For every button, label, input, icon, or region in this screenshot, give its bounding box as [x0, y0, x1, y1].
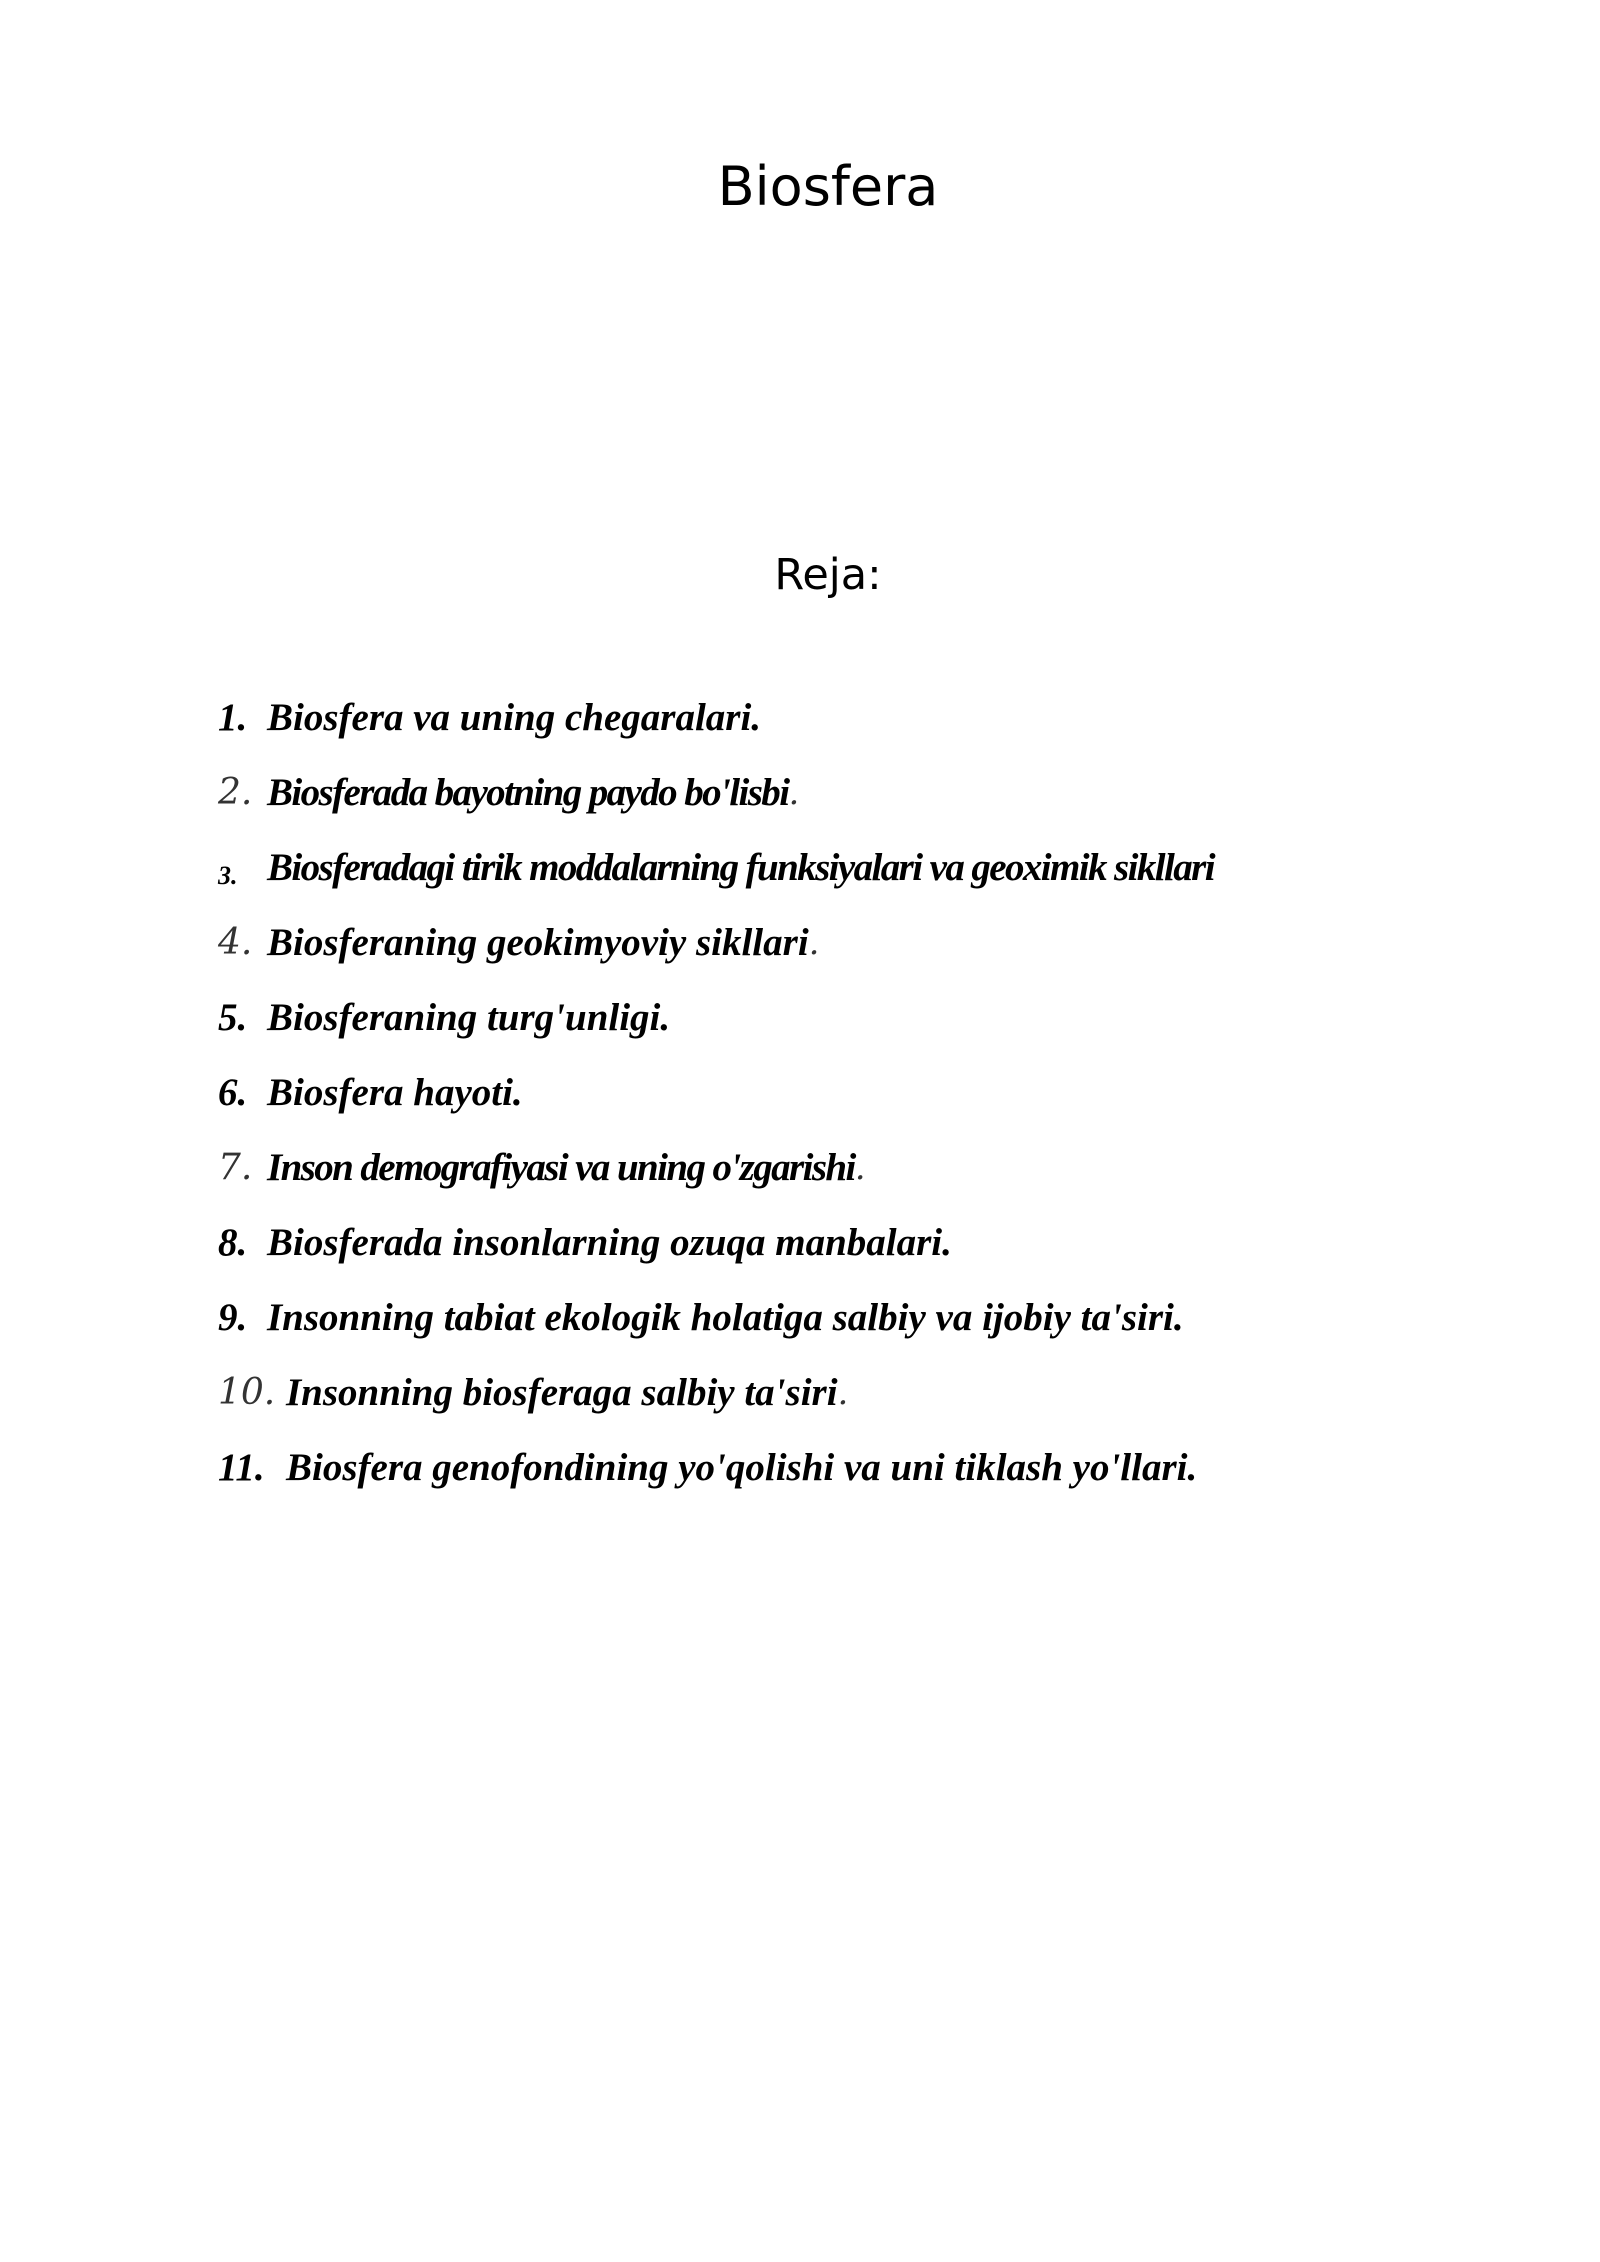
plan-item-number: 8.	[218, 1221, 248, 1264]
plan-item-5	[218, 994, 1418, 1069]
plan-item-text: Biosfera va uning chegaralari.	[267, 696, 762, 739]
plan-item-trailing-period: .	[808, 923, 820, 963]
plan-item-text: Biosfera genofondining yo'qolishi va uni tiklash yo'llari.	[286, 1446, 1198, 1489]
document-title: Biosfera	[717, 155, 939, 218]
plan-item-text: Biosferaning geokimyoviy sikllari	[267, 921, 809, 964]
plan-item-trailing-period: .	[788, 773, 800, 813]
plan-item-6	[218, 1069, 1418, 1144]
plan-item-text: Biosferaning turg'unligi.	[267, 996, 671, 1039]
plan-item-number: 9.	[218, 1296, 248, 1339]
plan-item-text: Insonning biosferaga salbiy ta'siri	[286, 1371, 838, 1414]
plan-item-8	[218, 1219, 1418, 1294]
plan-list	[218, 694, 1418, 1519]
plan-item-text: Biosferada bayotning paydo bo'lisbi	[267, 771, 789, 814]
plan-item-number: 2.	[218, 772, 253, 813]
plan-item-10	[218, 1369, 1418, 1444]
plan-item-number: 10.	[218, 1372, 276, 1413]
plan-item-text: Biosfera hayoti.	[267, 1071, 523, 1114]
plan-item-11	[218, 1444, 1418, 1519]
plan-item-3	[218, 844, 1418, 919]
plan-item-4	[218, 919, 1418, 994]
plan-item-number: 1.	[218, 696, 248, 739]
plan-item-number: 7.	[218, 1147, 253, 1188]
plan-item-7	[218, 1144, 1418, 1219]
plan-item-number: 5.	[218, 996, 248, 1039]
plan-item-1	[218, 694, 1418, 769]
plan-item-number: 4.	[218, 922, 253, 963]
plan-item-2	[218, 769, 1418, 844]
plan-item-9	[218, 1294, 1418, 1369]
plan-heading: Reja:	[774, 550, 882, 600]
plan-item-number: 11.	[218, 1446, 265, 1489]
plan-item-number: 6.	[218, 1071, 248, 1114]
plan-item-text: Biosferada insonlarning ozuqa manbalari.	[267, 1221, 952, 1264]
plan-item-text: Inson demografiyasi va uning o'zgarishi	[267, 1146, 855, 1189]
plan-item-text: Insonning tabiat ekologik holatiga salbiy va ijobiy ta'siri.	[267, 1296, 1184, 1339]
plan-item-trailing-period: .	[837, 1373, 849, 1413]
plan-item-number: 3.	[218, 861, 238, 890]
plan-item-trailing-period: .	[854, 1148, 866, 1188]
plan-item-text: Biosferadagi tirik moddalarning funksiyalari va geoximik sikllari	[267, 846, 1214, 889]
